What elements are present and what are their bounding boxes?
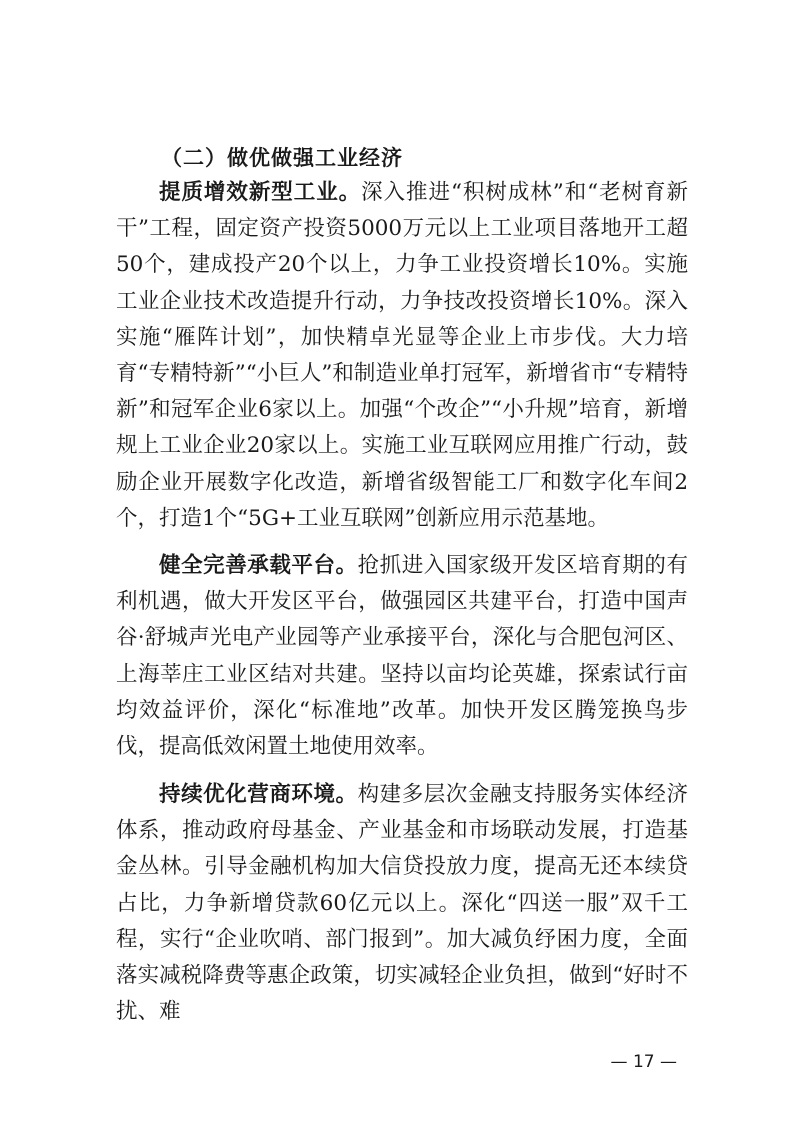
paragraph-body: 深入推进“积树成林”和“老树育新干”工程，固定资产投资5000万元以上工业项目落地开工超50个，建成投产20个以上，力争工业投资增长10%。实施工业企业技术改造提升行动，力争技改投资增长10%。深入实施“雁阵计划”，加快精卓光显等企业上市步伐。大力培育“专精特新”“小巨人”和制造业单打冠军，新增省市“专精特新”和冠军企业6家以上。加强“个改企”“小升规”培育，新增规上工业企业20家以上。实施工业互联网应用推广行动，鼓励企业开展数字化改造，新增省级智能工厂和数字化车间2个，打造1个“5G+工业互联网”创新应用示范基地。 [116,180,688,531]
paragraph-business-environment [116,777,688,1030]
page-number: — 17 — [610,1052,677,1072]
paragraph-lead: 持续优化营商环境。 [159,782,358,807]
paragraph-industrial-upgrade [116,175,688,537]
paragraph-lead: 健全完善承载平台。 [159,553,358,578]
paragraph-lead: 提质增效新型工业。 [159,180,362,205]
paragraph-body: 抢抓进入国家级开发区培育期的有利机遇，做大开发区平台，做强园区共建平台，打造中国声谷·舒城声光电产业园等产业承接平台，深化与合肥包河区、上海莘庄工业区结对共建。坚持以亩均论英雄，探索试行亩均效益评价，深化“标准地”改革。加快开发区腾笼换鸟步伐，提高低效闲置土地使用效率。 [116,553,688,760]
paragraph-platform [116,548,688,765]
paragraph-body: 构建多层次金融支持服务实体经济体系，推动政府母基金、产业基金和市场联动发展，打造基金丛林。引导金融机构加大信贷投放力度，提高无还本续贷占比，力争新增贷款60亿元以上。深化“四送一服”双千工程，实行“企业吹哨、部门报到”。加大减负纾困力度，全面落实减税降费等惠企政策，切实减轻企业负担，做到“好时不扰、难 [116,782,688,1025]
section-heading: （二）做优做强工业经济 [161,146,403,170]
